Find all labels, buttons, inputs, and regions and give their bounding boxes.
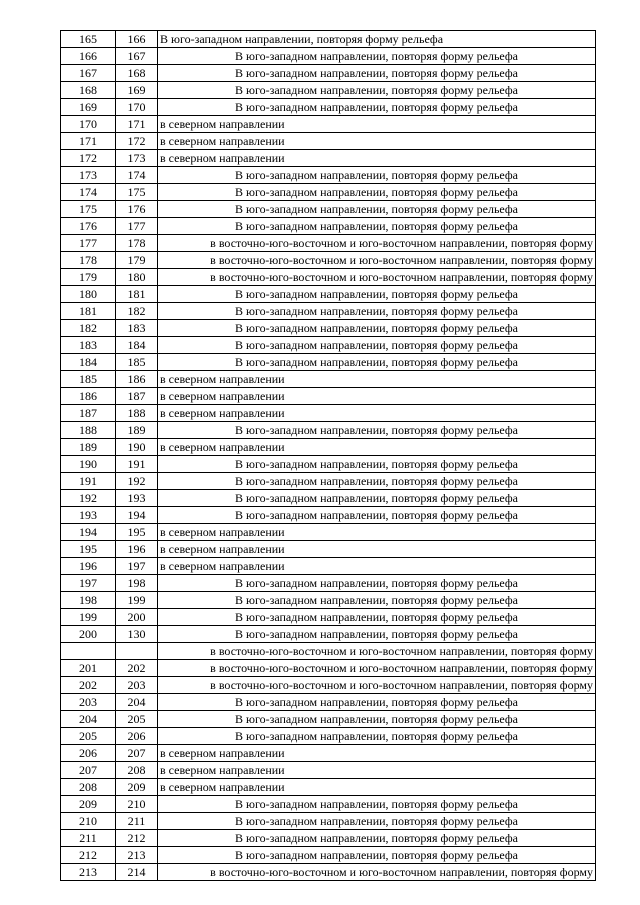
to-point-cell: 183 [116,320,158,337]
to-point-cell: 169 [116,82,158,99]
direction-description-cell: в восточно-юго-восточном и юго-восточном направлении, повторяя форму [158,643,596,660]
direction-description-cell: В юго-западном направлении, повторяя форму рельефа [158,184,596,201]
table-row [61,677,596,694]
to-point-cell: 189 [116,422,158,439]
from-point-cell: 193 [61,507,116,524]
to-point-cell: 192 [116,473,158,490]
from-point-cell: 197 [61,575,116,592]
from-point-cell: 191 [61,473,116,490]
table-row [61,694,596,711]
table-row [61,524,596,541]
table-row [61,762,596,779]
to-point-cell: 170 [116,99,158,116]
from-point-cell: 182 [61,320,116,337]
from-point-cell: 171 [61,133,116,150]
table-row [61,133,596,150]
to-point-cell: 166 [116,31,158,48]
to-point-cell: 186 [116,371,158,388]
to-point-cell: 171 [116,116,158,133]
table-row [61,711,596,728]
table-row [61,864,596,881]
to-point-cell: 204 [116,694,158,711]
direction-description-cell: в восточно-юго-восточном и юго-восточном направлении, повторяя форму [158,252,596,269]
table-row [61,184,596,201]
direction-description-cell: В юго-западном направлении, повторяя форму рельефа [158,48,596,65]
table-row [61,320,596,337]
table-row [61,507,596,524]
direction-description-cell: В юго-западном направлении, повторяя форму рельефа [158,99,596,116]
from-point-cell: 202 [61,677,116,694]
from-point-cell: 184 [61,354,116,371]
direction-description-cell: в северном направлении [158,558,596,575]
from-point-cell: 181 [61,303,116,320]
from-point-cell: 200 [61,626,116,643]
from-point-cell: 201 [61,660,116,677]
from-point-cell: 208 [61,779,116,796]
to-point-cell: 210 [116,796,158,813]
direction-description-cell: в северном направлении [158,133,596,150]
table-row [61,371,596,388]
direction-description-cell: В юго-западном направлении, повторяя форму рельефа [158,575,596,592]
direction-description-cell: В юго-западном направлении, повторяя форму рельефа [158,847,596,864]
direction-description-cell: в северном направлении [158,116,596,133]
direction-description-cell: В юго-западном направлении, повторяя форму рельефа [158,354,596,371]
direction-description-cell: В юго-западном направлении, повторяя форму рельефа [158,796,596,813]
table-row [61,439,596,456]
table-row [61,99,596,116]
direction-description-cell: в восточно-юго-восточном и юго-восточном направлении, повторяя форму [158,269,596,286]
to-point-cell: 195 [116,524,158,541]
table-row [61,388,596,405]
from-point-cell: 203 [61,694,116,711]
from-point-cell: 167 [61,65,116,82]
to-point-cell: 178 [116,235,158,252]
from-point-cell: 196 [61,558,116,575]
direction-description-cell: в восточно-юго-восточном и юго-восточном направлении, повторяя форму [158,660,596,677]
from-point-cell: 210 [61,813,116,830]
direction-description-cell: В юго-западном направлении, повторяя форму рельефа [158,303,596,320]
to-point-cell: 205 [116,711,158,728]
direction-description-cell: В юго-западном направлении, повторяя форму рельефа [158,626,596,643]
from-point-cell: 194 [61,524,116,541]
to-point-cell: 211 [116,813,158,830]
from-point-cell: 178 [61,252,116,269]
table-row [61,354,596,371]
from-point-cell: 185 [61,371,116,388]
table-row [61,167,596,184]
from-point-cell: 177 [61,235,116,252]
direction-description-cell: В юго-западном направлении, повторяя форму рельефа [158,609,596,626]
from-point-cell: 180 [61,286,116,303]
to-point-cell: 130 [116,626,158,643]
direction-description-cell: В юго-западном направлении, повторяя форму рельефа [158,337,596,354]
table-row [61,82,596,99]
direction-description-cell: В юго-западном направлении, повторяя форму рельефа [158,473,596,490]
table-row [61,116,596,133]
table-row [61,660,596,677]
table-row [61,48,596,65]
to-point-cell: 168 [116,65,158,82]
to-point-cell: 179 [116,252,158,269]
table-row [61,286,596,303]
direction-description-cell: В юго-западном направлении, повторяя форму рельефа [158,830,596,847]
from-point-cell: 192 [61,490,116,507]
to-point-cell: 184 [116,337,158,354]
table-row [61,405,596,422]
from-point-cell: 206 [61,745,116,762]
from-point-cell: 179 [61,269,116,286]
table-row [61,490,596,507]
table-row [61,473,596,490]
table-row [61,626,596,643]
direction-description-cell: в северном направлении [158,762,596,779]
to-point-cell: 182 [116,303,158,320]
to-point-cell: 200 [116,609,158,626]
from-point-cell: 209 [61,796,116,813]
table-body [61,31,596,881]
table-row [61,252,596,269]
to-point-cell: 187 [116,388,158,405]
table-row [61,745,596,762]
direction-description-cell: В юго-западном направлении, повторяя форму рельефа [158,218,596,235]
table-row [61,575,596,592]
direction-description-cell: в восточно-юго-восточном и юго-восточном направлении, повторяя форму [158,677,596,694]
direction-description-cell: В юго-западном направлении, повторяя форму рельефа [158,422,596,439]
to-point-cell: 213 [116,847,158,864]
direction-description-cell: В юго-западном направлении, повторяя форму рельефа [158,65,596,82]
direction-description-cell: в восточно-юго-восточном и юго-восточном направлении, повторяя форму [158,864,596,881]
table-row [61,65,596,82]
from-point-cell: 213 [61,864,116,881]
to-point-cell: 176 [116,201,158,218]
to-point-cell: 207 [116,745,158,762]
table-row [61,643,596,660]
direction-description-cell: в северном направлении [158,779,596,796]
direction-description-cell: в северном направлении [158,388,596,405]
to-point-cell: 188 [116,405,158,422]
to-point-cell: 191 [116,456,158,473]
from-point-cell: 174 [61,184,116,201]
from-point-cell: 186 [61,388,116,405]
from-point-cell: 212 [61,847,116,864]
to-point-cell: 194 [116,507,158,524]
to-point-cell: 208 [116,762,158,779]
from-point-cell: 211 [61,830,116,847]
table-row [61,779,596,796]
direction-description-cell: В юго-западном направлении, повторяя форму рельефа [158,167,596,184]
to-point-cell: 172 [116,133,158,150]
to-point-cell: 199 [116,592,158,609]
direction-description-cell: В юго-западном направлении, повторяя форму рельефа [158,592,596,609]
from-point-cell: 172 [61,150,116,167]
from-point-cell: 207 [61,762,116,779]
to-point-cell: 185 [116,354,158,371]
to-point-cell: 212 [116,830,158,847]
to-point-cell: 173 [116,150,158,167]
to-point-cell: 167 [116,48,158,65]
direction-description-cell: В юго-западном направлении, повторяя форму рельефа [158,711,596,728]
to-point-cell: 198 [116,575,158,592]
direction-description-cell: в северном направлении [158,405,596,422]
to-point-cell: 197 [116,558,158,575]
direction-description-cell: В юго-западном направлении, повторяя форму рельефа [158,456,596,473]
table-row [61,269,596,286]
table-row [61,558,596,575]
table-row [61,218,596,235]
table-row [61,592,596,609]
boundary-description-table [60,30,596,881]
direction-description-cell: в северном направлении [158,150,596,167]
to-point-cell: 175 [116,184,158,201]
from-point-cell: 175 [61,201,116,218]
table-row [61,541,596,558]
direction-description-cell: В юго-западном направлении, повторяя форму рельефа [158,286,596,303]
from-point-cell: 166 [61,48,116,65]
table-row [61,830,596,847]
table-row [61,813,596,830]
to-point-cell: 180 [116,269,158,286]
to-point-cell: 202 [116,660,158,677]
to-point-cell: 196 [116,541,158,558]
from-point-cell: 204 [61,711,116,728]
direction-description-cell: В юго-западном направлении, повторяя форму рельефа [158,31,596,48]
from-point-cell: 188 [61,422,116,439]
table-row [61,303,596,320]
direction-description-cell: В юго-западном направлении, повторяя форму рельефа [158,201,596,218]
from-point-cell: 165 [61,31,116,48]
table-row [61,337,596,354]
from-point-cell: 170 [61,116,116,133]
table-row [61,201,596,218]
direction-description-cell: в северном направлении [158,745,596,762]
table-row [61,609,596,626]
to-point-cell: 206 [116,728,158,745]
from-point-cell: 190 [61,456,116,473]
to-point-cell: 193 [116,490,158,507]
direction-description-cell: В юго-западном направлении, повторяя форму рельефа [158,813,596,830]
to-point-cell: 203 [116,677,158,694]
from-point-cell: 189 [61,439,116,456]
direction-description-cell: В юго-западном направлении, повторяя форму рельефа [158,507,596,524]
table-row [61,31,596,48]
to-point-cell [116,643,158,660]
direction-description-cell: в северном направлении [158,439,596,456]
direction-description-cell: В юго-западном направлении, повторяя форму рельефа [158,82,596,99]
from-point-cell: 169 [61,99,116,116]
table-row [61,796,596,813]
to-point-cell: 181 [116,286,158,303]
from-point-cell: 205 [61,728,116,745]
table-row [61,422,596,439]
to-point-cell: 214 [116,864,158,881]
table-row [61,728,596,745]
direction-description-cell: В юго-западном направлении, повторяя форму рельефа [158,728,596,745]
direction-description-cell: В юго-западном направлении, повторяя форму рельефа [158,320,596,337]
to-point-cell: 209 [116,779,158,796]
from-point-cell: 176 [61,218,116,235]
table-row [61,456,596,473]
from-point-cell: 198 [61,592,116,609]
table-row [61,847,596,864]
direction-description-cell: в северном направлении [158,524,596,541]
direction-description-cell: В юго-западном направлении, повторяя форму рельефа [158,694,596,711]
table-row [61,235,596,252]
to-point-cell: 177 [116,218,158,235]
from-point-cell: 187 [61,405,116,422]
from-point-cell: 183 [61,337,116,354]
from-point-cell: 168 [61,82,116,99]
direction-description-cell: в восточно-юго-восточном и юго-восточном направлении, повторяя форму [158,235,596,252]
from-point-cell [61,643,116,660]
from-point-cell: 199 [61,609,116,626]
to-point-cell: 174 [116,167,158,184]
from-point-cell: 173 [61,167,116,184]
direction-description-cell: В юго-западном направлении, повторяя форму рельефа [158,490,596,507]
direction-description-cell: в северном направлении [158,541,596,558]
direction-description-cell: в северном направлении [158,371,596,388]
table-row [61,150,596,167]
to-point-cell: 190 [116,439,158,456]
from-point-cell: 195 [61,541,116,558]
